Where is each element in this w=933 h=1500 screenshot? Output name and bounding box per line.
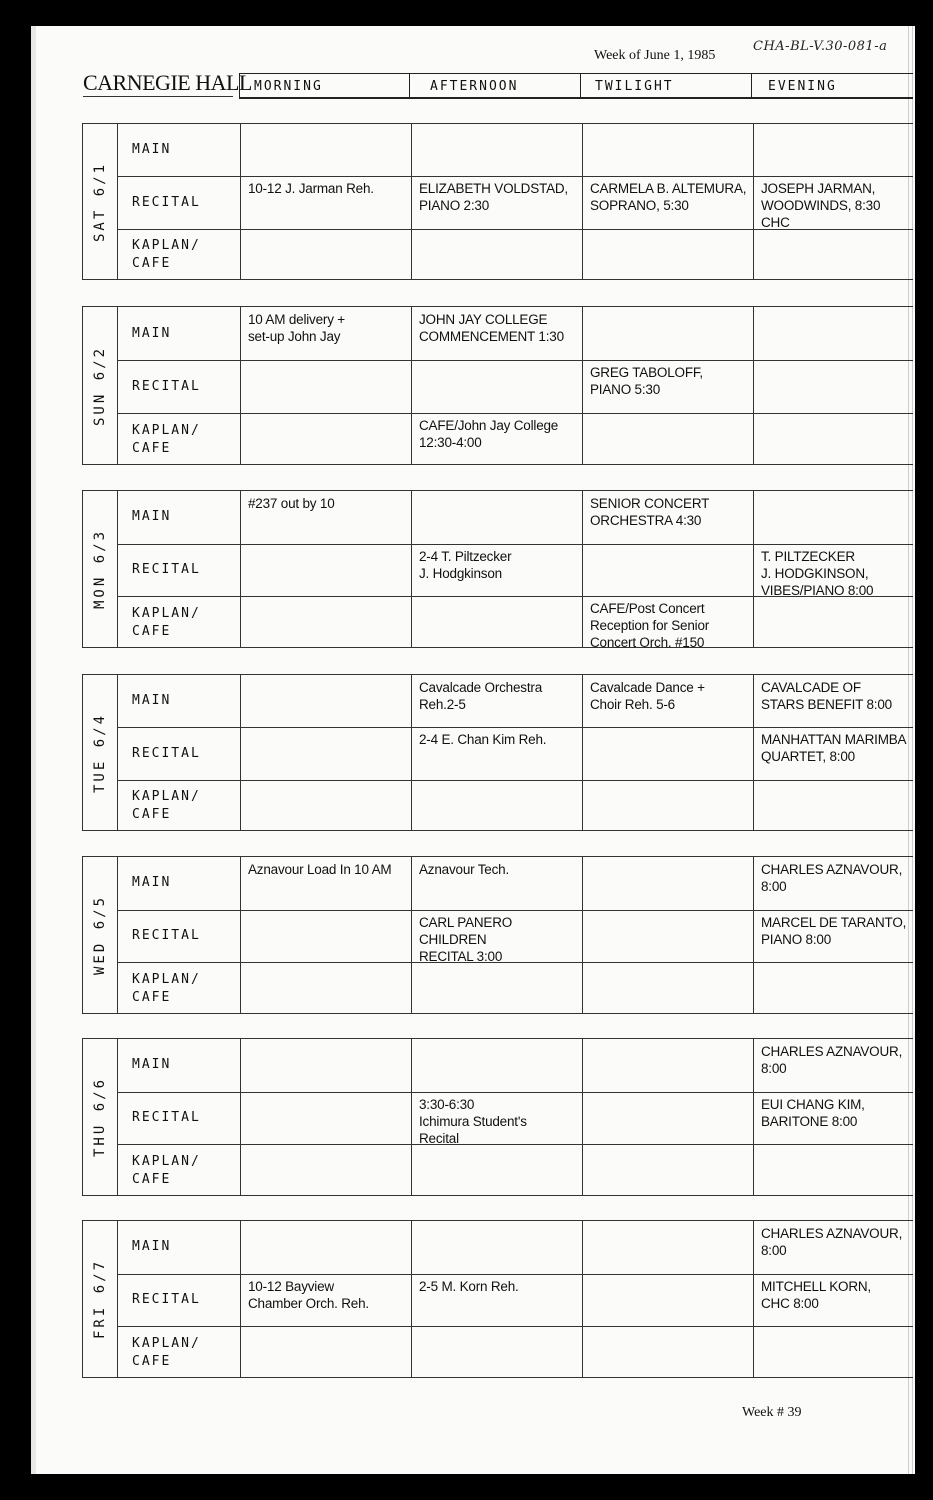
event-cell-recital-evening: MITCHELL KORN, CHC 8:00: [761, 1279, 871, 1311]
archive-annotation: CHA-BL-V.30-081-a: [753, 39, 888, 54]
event-cell-recital-afternoon: 2-5 M. Korn Reh.: [419, 1279, 519, 1294]
event-cell-recital-morning: 10-12 Bayview Chamber Orch. Reh.: [248, 1279, 369, 1311]
event-cell-recital-evening: EUI CHANG KIM, BARITONE 8:00: [761, 1097, 865, 1129]
carnegie-hall-logo: CARNEGIE HALL: [83, 70, 252, 95]
grid-vline: [582, 124, 583, 279]
event-cell-kaplan-cafe-twilight: CAFE/Post Concert Reception for Senior Concert Orch. #150: [590, 601, 710, 650]
grid-vline: [753, 857, 754, 1013]
grid-vline: [240, 675, 241, 830]
hall-label-recital: RECITAL: [132, 195, 201, 210]
grid-hline: [117, 727, 913, 728]
grid-vline: [582, 491, 583, 647]
hall-label-recital: RECITAL: [132, 1292, 201, 1307]
column-header-evening: EVENING: [751, 73, 913, 99]
grid-hline: [117, 413, 913, 414]
grid-vline: [240, 1039, 241, 1195]
hall-label-main: MAIN: [132, 693, 172, 708]
grid-hline: [117, 1326, 913, 1327]
grid-vline: [240, 124, 241, 279]
grid-vline: [411, 491, 412, 647]
day-block: [82, 123, 913, 280]
hall-label-main: MAIN: [132, 1057, 172, 1072]
day-date-cell: [83, 857, 117, 1013]
event-cell-recital-evening: JOSEPH JARMAN, WOODWINDS, 8:30 CHC: [761, 181, 881, 230]
grid-vline: [753, 675, 754, 830]
hall-label-recital: RECITAL: [132, 928, 201, 943]
day-date-cell: [83, 675, 117, 830]
event-cell-recital-afternoon: ELIZABETH VOLDSTAD, PIANO 2:30: [419, 181, 568, 213]
event-cell-recital-afternoon: 2-4 E. Chan Kim Reh.: [419, 732, 547, 747]
hall-label-recital: RECITAL: [132, 562, 201, 577]
event-cell-main-evening: CHARLES AZNAVOUR, 8:00: [761, 862, 903, 894]
grid-hline: [117, 360, 913, 361]
day-date-cell: [83, 307, 117, 464]
day-block: [82, 674, 913, 831]
event-cell-recital-twilight: GREG TABOLOFF, PIANO 5:30: [590, 365, 703, 397]
grid-vline: [117, 857, 118, 1013]
hall-label-kaplan-cafe: KAPLAN/ CAFE: [132, 238, 201, 271]
page-margin: [31, 26, 36, 1474]
event-cell-main-evening: CHARLES AZNAVOUR, 8:00: [761, 1226, 903, 1258]
column-header-morning: MORNING: [239, 73, 410, 99]
hall-label-main: MAIN: [132, 326, 172, 341]
hall-label-kaplan-cafe: KAPLAN/ CAFE: [132, 606, 201, 639]
day-block: [82, 306, 913, 465]
event-cell-main-twilight: SENIOR CONCERT ORCHESTRA 4:30: [590, 496, 710, 528]
event-cell-kaplan-cafe-afternoon: CAFE/John Jay College 12:30-4:00: [419, 418, 559, 450]
grid-vline: [582, 1039, 583, 1195]
event-cell-recital-afternoon: CARL PANERO CHILDREN RECITAL 3:00: [419, 915, 513, 964]
day-date-label: WED 6/5: [92, 894, 108, 976]
grid-vline: [411, 124, 412, 279]
event-cell-main-morning: Aznavour Load In 10 AM: [248, 862, 392, 877]
grid-vline: [411, 1039, 412, 1195]
grid-vline: [240, 1221, 241, 1377]
week-of-label: Week of June 1, 1985: [594, 48, 716, 63]
hall-label-recital: RECITAL: [132, 379, 201, 394]
hall-label-main: MAIN: [132, 1239, 172, 1254]
event-cell-recital-afternoon: 2-4 T. Piltzecker J. Hodgkinson: [419, 549, 512, 581]
grid-vline: [240, 307, 241, 464]
hall-label-kaplan-cafe: KAPLAN/ CAFE: [132, 1154, 201, 1187]
day-date-label: SAT 6/1: [92, 161, 108, 242]
event-cell-main-morning: #237 out by 10: [248, 496, 335, 511]
grid-vline: [117, 1039, 118, 1195]
event-cell-recital-twilight: CARMELA B. ALTEMURA, SOPRANO, 5:30: [590, 181, 747, 213]
grid-hline: [117, 544, 913, 545]
grid-vline: [753, 1221, 754, 1377]
day-block: [82, 856, 913, 1014]
grid-vline: [117, 307, 118, 464]
grid-vline: [753, 307, 754, 464]
day-date-cell: [83, 1221, 117, 1377]
hall-label-kaplan-cafe: KAPLAN/ CAFE: [132, 789, 201, 822]
grid-hline: [117, 910, 913, 911]
grid-hline: [117, 1092, 913, 1093]
event-cell-recital-evening: T. PILTZECKER J. HODGKINSON, VIBES/PIANO 8:00: [761, 549, 874, 598]
grid-vline: [753, 1039, 754, 1195]
grid-vline: [117, 1221, 118, 1377]
day-date-cell: [83, 1039, 117, 1195]
grid-vline: [582, 1221, 583, 1377]
week-number: Week # 39: [742, 1405, 802, 1420]
hall-label-kaplan-cafe: KAPLAN/ CAFE: [132, 1336, 201, 1369]
event-cell-main-twilight: Cavalcade Dance + Choir Reh. 5-6: [590, 680, 705, 712]
hall-label-main: MAIN: [132, 875, 172, 890]
hall-label-recital: RECITAL: [132, 746, 201, 761]
grid-vline: [582, 675, 583, 830]
grid-vline: [117, 491, 118, 647]
grid-hline: [117, 176, 913, 177]
grid-vline: [117, 675, 118, 830]
hall-label-kaplan-cafe: KAPLAN/ CAFE: [132, 423, 201, 456]
event-cell-main-afternoon: Cavalcade Orchestra Reh.2-5: [419, 680, 543, 712]
day-block: [82, 1220, 913, 1378]
column-header-afternoon: AFTERNOON: [409, 73, 581, 99]
hall-label-kaplan-cafe: KAPLAN/ CAFE: [132, 972, 201, 1005]
day-date-cell: [83, 491, 117, 647]
logo-underline: [83, 96, 233, 97]
event-cell-main-morning: 10 AM delivery + set-up John Jay: [248, 312, 345, 344]
hall-label-main: MAIN: [132, 142, 172, 157]
grid-vline: [753, 491, 754, 647]
event-cell-recital-afternoon: 3:30-6:30 Ichimura Student's Recital: [419, 1097, 527, 1146]
event-cell-main-afternoon: Aznavour Tech.: [419, 862, 510, 877]
grid-vline: [411, 1221, 412, 1377]
day-date-cell: [83, 124, 117, 279]
grid-hline: [117, 1274, 913, 1275]
grid-vline: [240, 857, 241, 1013]
grid-vline: [753, 124, 754, 279]
day-date-label: SUN 6/2: [92, 345, 108, 426]
grid-hline: [117, 780, 913, 781]
event-cell-recital-morning: 10-12 J. Jarman Reh.: [248, 181, 374, 196]
hall-label-main: MAIN: [132, 509, 172, 524]
day-date-label: THU 6/6: [92, 1076, 108, 1158]
day-block: [82, 490, 913, 648]
grid-vline: [117, 124, 118, 279]
grid-vline: [411, 675, 412, 830]
event-cell-main-afternoon: JOHN JAY COLLEGE COMMENCEMENT 1:30: [419, 312, 564, 344]
day-date-label: FRI 6/7: [92, 1258, 108, 1340]
day-date-label: MON 6/3: [92, 528, 108, 610]
grid-vline: [411, 307, 412, 464]
event-cell-recital-evening: MANHATTAN MARIMBA QUARTET, 8:00: [761, 732, 907, 764]
grid-vline: [240, 491, 241, 647]
grid-vline: [411, 857, 412, 1013]
hall-label-recital: RECITAL: [132, 1110, 201, 1125]
event-cell-recital-evening: MARCEL DE TARANTO, PIANO 8:00: [761, 915, 907, 947]
event-cell-main-evening: CAVALCADE OF STARS BENEFIT 8:00: [761, 680, 892, 712]
day-block: [82, 1038, 913, 1196]
day-date-label: TUE 6/4: [92, 712, 108, 793]
grid-vline: [582, 307, 583, 464]
grid-vline: [582, 857, 583, 1013]
column-header-twilight: TWILIGHT: [580, 73, 752, 99]
event-cell-main-evening: CHARLES AZNAVOUR, 8:00: [761, 1044, 903, 1076]
